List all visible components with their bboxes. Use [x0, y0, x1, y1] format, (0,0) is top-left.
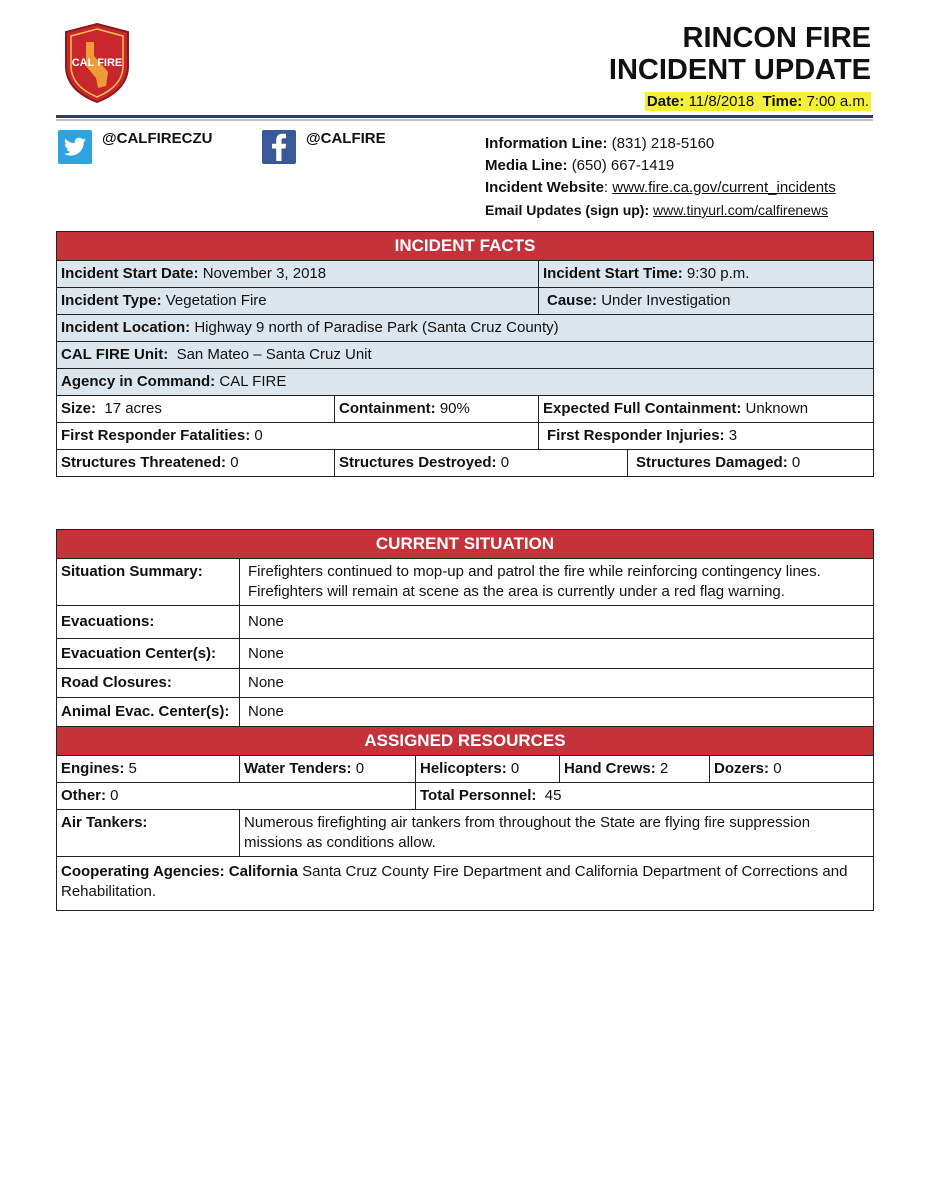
incident-type-cell: Incident Type: Vegetation Fire: [57, 288, 539, 315]
incident-location-cell: Incident Location: Highway 9 north of Paradise Park (Santa Cruz County): [57, 315, 874, 342]
cooperating-agencies-cell: Cooperating Agencies: California Santa Cruz County Fire Department and California Department of Corrections and Rehabilitation.: [57, 857, 874, 911]
info-line-value: (831) 218-5160: [611, 135, 715, 152]
air-tankers-label: Air Tankers:: [57, 810, 240, 857]
air-tankers-value: Numerous firefighting air tankers from throughout the State are flying fire suppression missions as conditions allow.: [240, 810, 874, 857]
structures-threatened-cell: Structures Threatened: 0: [57, 450, 335, 477]
start-date-cell: Incident Start Date: November 3, 2018: [57, 261, 539, 288]
email-updates-label: Email Updates (sign up):: [485, 202, 650, 218]
cause-cell: Cause: Under Investigation: [539, 288, 874, 315]
dozers-cell: Dozers: 0: [710, 756, 874, 783]
incident-facts-heading: INCIDENT FACTS: [57, 232, 874, 261]
header-divider: [56, 115, 873, 118]
website-link[interactable]: www.fire.ca.gov/current_incidents: [612, 179, 836, 196]
media-line-label: Media Line:: [485, 157, 568, 174]
cal-fire-unit-cell: CAL FIRE Unit: San Mateo – Santa Cruz Unit: [57, 342, 874, 369]
time-label: Time:: [762, 93, 803, 110]
helicopters-cell: Helicopters: 0: [416, 756, 560, 783]
twitter-handle[interactable]: [58, 130, 212, 170]
incident-facts-table: [56, 231, 874, 477]
situation-summary-value: Firefighters continued to mop-up and patrol the fire while reinforcing contingency lines. Firefighters will remain at scene as the area is currently under a red flag warning.: [240, 559, 874, 606]
twitter-icon: [58, 130, 92, 164]
facebook-handle[interactable]: [262, 130, 386, 170]
animal-evac-center-value: None: [240, 698, 874, 727]
facebook-handle-text: @CALFIRE: [306, 130, 386, 147]
hand-crews-cell: Hand Crews: 2: [560, 756, 710, 783]
structures-destroyed-cell: Structures Destroyed: 0: [335, 450, 628, 477]
current-situation-heading: CURRENT SITUATION: [57, 530, 874, 559]
page-title: [609, 22, 871, 86]
svg-text:CAL FIRE: CAL FIRE: [71, 57, 123, 69]
time-value: 7:00 a.m.: [806, 93, 869, 110]
date-label: Date:: [646, 93, 685, 110]
header-divider-shadow: [56, 119, 873, 121]
size-cell: Size: 17 acres: [57, 396, 335, 423]
containment-cell: Containment: 90%: [335, 396, 539, 423]
title-line-2: INCIDENT UPDATE: [608, 54, 871, 86]
cal-fire-logo: [64, 22, 130, 104]
title-line-1: RINCON FIRE: [682, 22, 871, 54]
facebook-icon: [262, 130, 296, 164]
water-tenders-cell: Water Tenders: 0: [240, 756, 416, 783]
fatalities-cell: First Responder Fatalities: 0: [57, 423, 539, 450]
start-time-cell: Incident Start Time: 9:30 p.m.: [539, 261, 874, 288]
animal-evac-center-label: Animal Evac. Center(s):: [57, 698, 240, 727]
evacuation-center-label: Evacuation Center(s):: [57, 639, 240, 669]
evacuations-value: None: [240, 606, 874, 639]
engines-cell: Engines: 5: [57, 756, 240, 783]
email-updates-link[interactable]: www.tinyurl.com/calfirenews: [653, 202, 829, 218]
date-time-line: [645, 92, 871, 111]
info-line-label: Information Line:: [485, 135, 608, 152]
total-personnel-cell: Total Personnel: 45: [416, 783, 874, 810]
expected-containment-cell: Expected Full Containment: Unknown: [539, 396, 874, 423]
injuries-cell: First Responder Injuries: 3: [539, 423, 874, 450]
twitter-handle-text: @CALFIRECZU: [102, 130, 213, 147]
agency-in-command-cell: Agency in Command: CAL FIRE: [57, 369, 874, 396]
contact-block: Information Line: (831) 218-5160 Media Line: (650) 667-1419 Incident Website: www.fire.ca.gov/current_incidents Email Updates (sign up): www.tinyurl.com/calfirenews: [485, 135, 836, 218]
situation-summary-label: Situation Summary:: [57, 559, 240, 606]
date-value: 11/8/2018: [688, 93, 755, 110]
structures-damaged-cell: Structures Damaged: 0: [628, 450, 874, 477]
evacuations-label: Evacuations:: [57, 606, 240, 639]
road-closures-label: Road Closures:: [57, 669, 240, 698]
evacuation-center-value: None: [240, 639, 874, 669]
road-closures-value: None: [240, 669, 874, 698]
website-label: Incident Website: [485, 179, 604, 196]
other-cell: Other: 0: [57, 783, 416, 810]
media-line-value: (650) 667-1419: [571, 157, 675, 174]
situation-resources-table: [56, 529, 874, 911]
assigned-resources-heading: ASSIGNED RESOURCES: [57, 727, 874, 756]
